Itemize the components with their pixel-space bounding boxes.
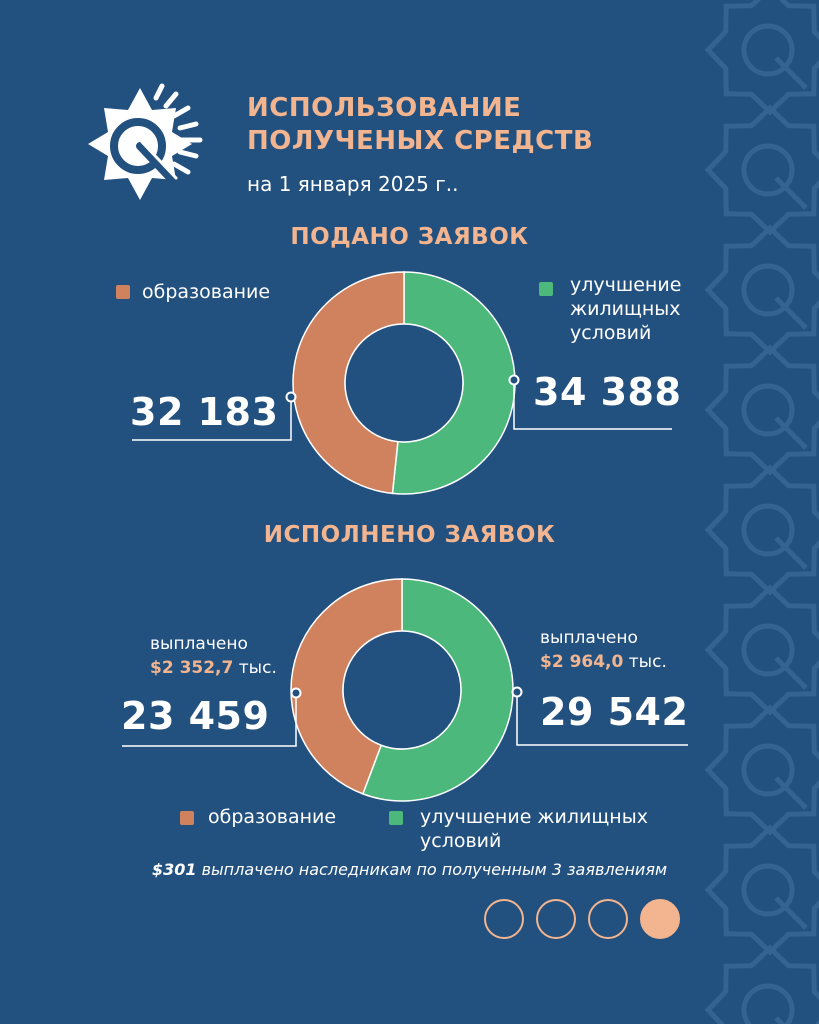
education-paid-word: выплачено xyxy=(150,634,248,654)
legend-b-housing-line-2: условий xyxy=(420,830,502,852)
footnote xyxy=(0,860,819,879)
completed-donut-hole xyxy=(343,631,461,749)
completed-donut-chart xyxy=(284,572,520,808)
legend-housing-line-3: условий xyxy=(570,322,652,344)
education-paid-block xyxy=(150,632,277,680)
housing-paid-line xyxy=(540,650,667,674)
footnote-amount: $301 xyxy=(151,860,197,879)
legend-b-swatch-education xyxy=(180,811,194,825)
page-subtitle: на 1 января 2025 г.. xyxy=(247,172,459,196)
legend-b-label-education: образование xyxy=(208,806,337,828)
footnote-text: выплачено наследникам по полученным 3 заявлениям xyxy=(196,860,668,879)
ornament-tile xyxy=(708,828,819,952)
legend-b-label-housing xyxy=(420,805,648,853)
completed-title: ИСПОЛНЕНО ЗАЯВОК xyxy=(263,522,556,548)
title-line-1: ИСПОЛЬЗОВАНИЕ xyxy=(247,93,522,123)
submitted-title: ПОДАНО ЗАЯВОК xyxy=(290,224,529,250)
ornament-tile xyxy=(708,708,819,832)
ornament-tile xyxy=(708,0,819,112)
page-dot-4-active[interactable] xyxy=(640,899,680,939)
page-title xyxy=(247,92,593,158)
legend-housing-line-1: улучшение xyxy=(570,274,682,296)
education-paid-unit: тыс. xyxy=(238,658,277,678)
education-paid-line xyxy=(150,656,277,680)
submitted-donut-hole xyxy=(345,324,463,442)
housing-paid-unit: тыс. xyxy=(628,652,667,672)
education-paid-amount: $2 352,7 xyxy=(150,658,234,678)
legend-b-swatch-housing xyxy=(389,811,403,825)
legend-b-housing-line-1: улучшение жилищных xyxy=(420,806,648,828)
legend-housing-line-2: жилищных xyxy=(570,298,681,320)
submitted-education-value: 32 183 xyxy=(130,390,279,434)
completed-education-value: 23 459 xyxy=(121,694,270,738)
housing-paid-amount: $2 964,0 xyxy=(540,652,624,672)
submitted-donut-chart xyxy=(286,265,522,501)
legend-label-housing xyxy=(570,273,681,345)
ornament-tile xyxy=(708,108,819,232)
page-dot-2[interactable] xyxy=(536,899,576,939)
ornament-tile xyxy=(708,948,819,1024)
legend-label-education: образование xyxy=(142,281,271,303)
legend-swatch-education xyxy=(116,285,130,299)
page-dot-1[interactable] xyxy=(484,899,524,939)
housing-paid-block xyxy=(540,626,667,674)
ornament-tile xyxy=(708,588,819,712)
logo-icon xyxy=(80,80,210,208)
ornament-tile xyxy=(708,348,819,472)
title-line-2: ПОЛУЧЕНЫХ СРЕДСТВ xyxy=(247,126,594,156)
submitted-housing-value: 34 388 xyxy=(533,370,682,414)
housing-paid-word: выплачено xyxy=(540,628,638,648)
page-dot-3[interactable] xyxy=(588,899,628,939)
completed-housing-value: 29 542 xyxy=(540,690,689,734)
legend-swatch-housing xyxy=(539,282,553,296)
